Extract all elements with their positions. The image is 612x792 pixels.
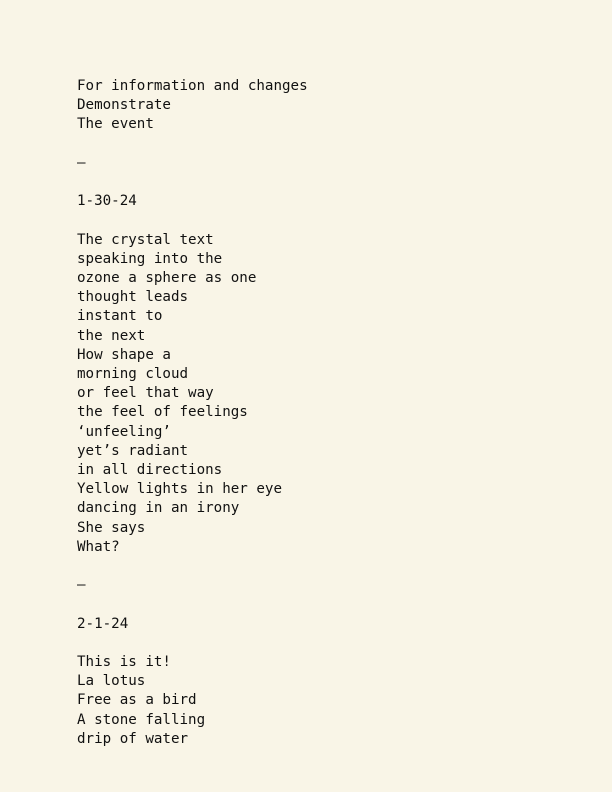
intro-line: The event xyxy=(77,116,154,133)
poem-line: dancing in an irony xyxy=(77,500,240,517)
intro-line: For information and changes xyxy=(77,78,308,94)
document-page xyxy=(77,77,577,749)
poem-line: thought leads xyxy=(77,289,189,306)
poem-line: the feel of feelings xyxy=(77,404,248,421)
blank-line xyxy=(77,211,577,230)
entry-date: 1-30-24 xyxy=(77,193,137,210)
poem-line: ‘unfeeling’ xyxy=(77,423,171,440)
poem-line: Free as a bird xyxy=(77,692,197,709)
blank-line xyxy=(77,634,577,653)
poem-line: speaking into the xyxy=(77,250,223,267)
poem-line: She says xyxy=(77,519,146,536)
poem-line: drip of water xyxy=(77,730,189,747)
section-separator: — xyxy=(77,154,86,171)
blank-line xyxy=(77,173,577,192)
section-separator: — xyxy=(77,577,86,594)
poem-line: La lotus xyxy=(77,673,146,690)
poem-line: the next xyxy=(77,327,146,344)
poem-line: ozone a sphere as one xyxy=(77,269,257,286)
blank-line xyxy=(77,595,577,614)
poem-line: or feel that way xyxy=(77,385,214,402)
poem-line: How shape a xyxy=(77,346,171,363)
entry-1 xyxy=(77,192,577,557)
blank-line xyxy=(77,135,577,154)
poem-line: This is it! xyxy=(77,654,171,670)
poem-line: yet’s radiant xyxy=(77,442,189,459)
blank-line xyxy=(77,557,577,576)
poem-line: morning cloud xyxy=(77,366,189,382)
poem-line: What? xyxy=(77,538,120,555)
poem-line: The crystal text xyxy=(77,231,214,248)
entry-2 xyxy=(77,615,577,749)
entry-date: 2-1-24 xyxy=(77,615,129,632)
poem-line: A stone falling xyxy=(77,711,206,728)
intro-block xyxy=(77,77,577,135)
poem-line: Yellow lights in her eye xyxy=(77,481,282,498)
poem-line: instant to xyxy=(77,308,163,325)
poem-line: in all directions xyxy=(77,462,223,479)
intro-line: Demonstrate xyxy=(77,97,171,114)
